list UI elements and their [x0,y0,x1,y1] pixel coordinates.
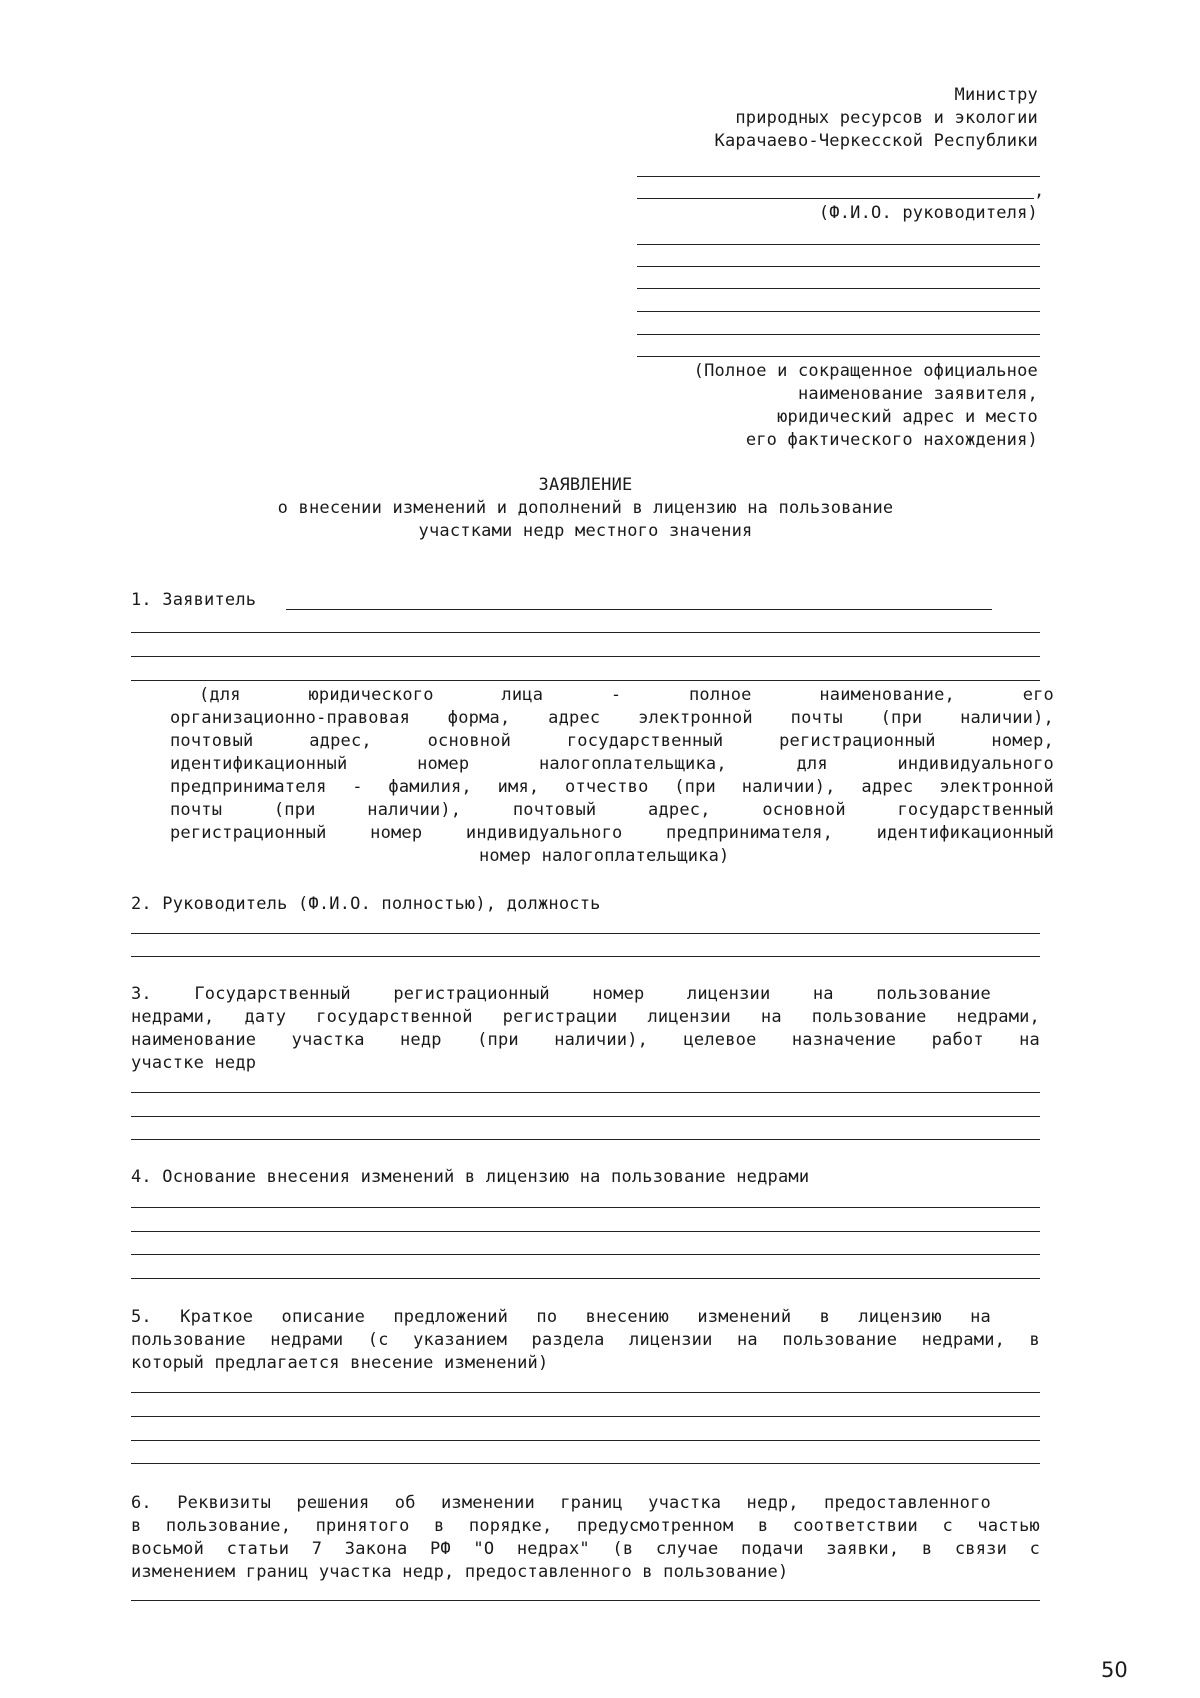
document-title: ЗАЯВЛЕНИЕ [538,475,633,495]
applicant-field-line-3 [131,656,1040,657]
section-1-hint-line: почтовый адрес, основной государственный регистрационный номер, [170,731,1054,751]
document-subtitle-2: участками недр местного значения [418,521,753,541]
section-2-label: 2. Руководитель (Ф.И.О. полностью), должность [131,894,601,914]
page-number: 50 [1101,1658,1128,1682]
section-1-hint-line: номер налогоплательщика) [479,846,730,866]
addressee-line-1: Министру [954,85,1038,105]
applicant-caption-4: его фактического нахождения) [745,430,1038,450]
section-1-hint-line: идентификационный номер налогоплательщика, для индивидуального [170,754,1054,774]
applicant-underline-6 [637,356,1040,357]
section-5-text-line: 5. Краткое описание предложений по внесению изменений в лицензию на [131,1307,991,1327]
applicant-underline-2 [637,266,1040,267]
applicant-underline-5 [637,334,1040,335]
license-field-line-2 [131,1116,1040,1117]
decision-field-line [131,1600,1040,1601]
proposal-field-line-2 [131,1416,1040,1417]
applicant-underline-3 [637,288,1040,289]
addressee-line-2: природных ресурсов и экологии [735,108,1038,128]
section-1-hint-line: организационно-правовая форма, адрес электронной почты (при наличии), [170,708,1054,728]
applicant-underline-4 [637,311,1040,312]
grounds-field-line-4 [131,1278,1040,1279]
section-5-text-line: пользование недрами (с указанием раздела лицензии на пользование недрами, в [131,1330,1040,1350]
head-name-underline-1 [637,176,1040,177]
section-3-text-line: 3. Государственный регистрационный номер лицензии на пользование [131,984,991,1004]
section-6-text-line: 6. Реквизиты решения об изменении границ участка недр, предоставленного [131,1493,991,1513]
proposal-field-line-4 [131,1463,1040,1464]
proposal-field-line-1 [131,1392,1040,1393]
head-name-underline-2 [637,198,1034,199]
head-name-caption: (Ф.И.О. руководителя) [818,203,1038,223]
proposal-field-line-3 [131,1440,1040,1441]
applicant-field-line-4 [131,680,1040,681]
applicant-caption-1: (Полное и сокращенное официальное [693,361,1038,381]
section-3-text-line: наименование участка недр (при наличии), целевое назначение работ на [131,1030,1040,1050]
applicant-caption-2: наименование заявителя, [797,384,1038,404]
addressee-line-3: Карачаево-Черкесской Республики [714,131,1038,151]
section-1-hint-line: (для юридического лица - полное наименование, его [199,685,1054,705]
grounds-field-line-1 [131,1207,1040,1208]
section-4-label: 4. Основание внесения изменений в лицензию на пользование недрами [131,1167,810,1187]
grounds-field-line-3 [131,1254,1040,1255]
section-1-hint-line: регистрационный номер индивидуального предпринимателя, идентификационный [170,823,1054,843]
grounds-field-line-2 [131,1231,1040,1232]
section-1-label: 1. Заявитель [131,590,257,610]
section-3-text-line: участке недр [131,1053,257,1073]
applicant-field-line-2 [131,632,1040,633]
license-field-line-3 [131,1139,1040,1140]
section-6-text-line: восьмой статьи 7 Закона РФ "О недрах" (в случае подачи заявки, в связи с [131,1539,1040,1559]
applicant-caption-3: юридический адрес и место [777,407,1038,427]
document-subtitle-1: о внесении изменений и дополнений в лицензию на пользование [277,498,894,518]
applicant-underline-1 [637,244,1040,245]
section-1-hint-line: предпринимателя - фамилия, имя, отчество (при наличии), адрес электронной [170,777,1054,797]
section-6-text-line: изменением границ участка недр, предоставленного в пользование) [131,1562,789,1582]
license-field-line-1 [131,1092,1040,1093]
section-6-text-line: в пользование, принятого в порядке, предусмотренном в соответствии с частью [131,1516,1040,1536]
section-5-text-line: который предлагается внесение изменений) [131,1353,549,1373]
director-field-line-1 [131,933,1040,934]
section-1-hint-line: почты (при наличии), почтовый адрес, основной государственный [170,800,1054,820]
comma: , [1034,181,1045,201]
director-field-line-2 [131,956,1040,957]
section-3-text-line: недрами, дату государственной регистрации лицензии на пользование недрами, [131,1007,1040,1027]
applicant-field-line-1 [286,609,992,610]
